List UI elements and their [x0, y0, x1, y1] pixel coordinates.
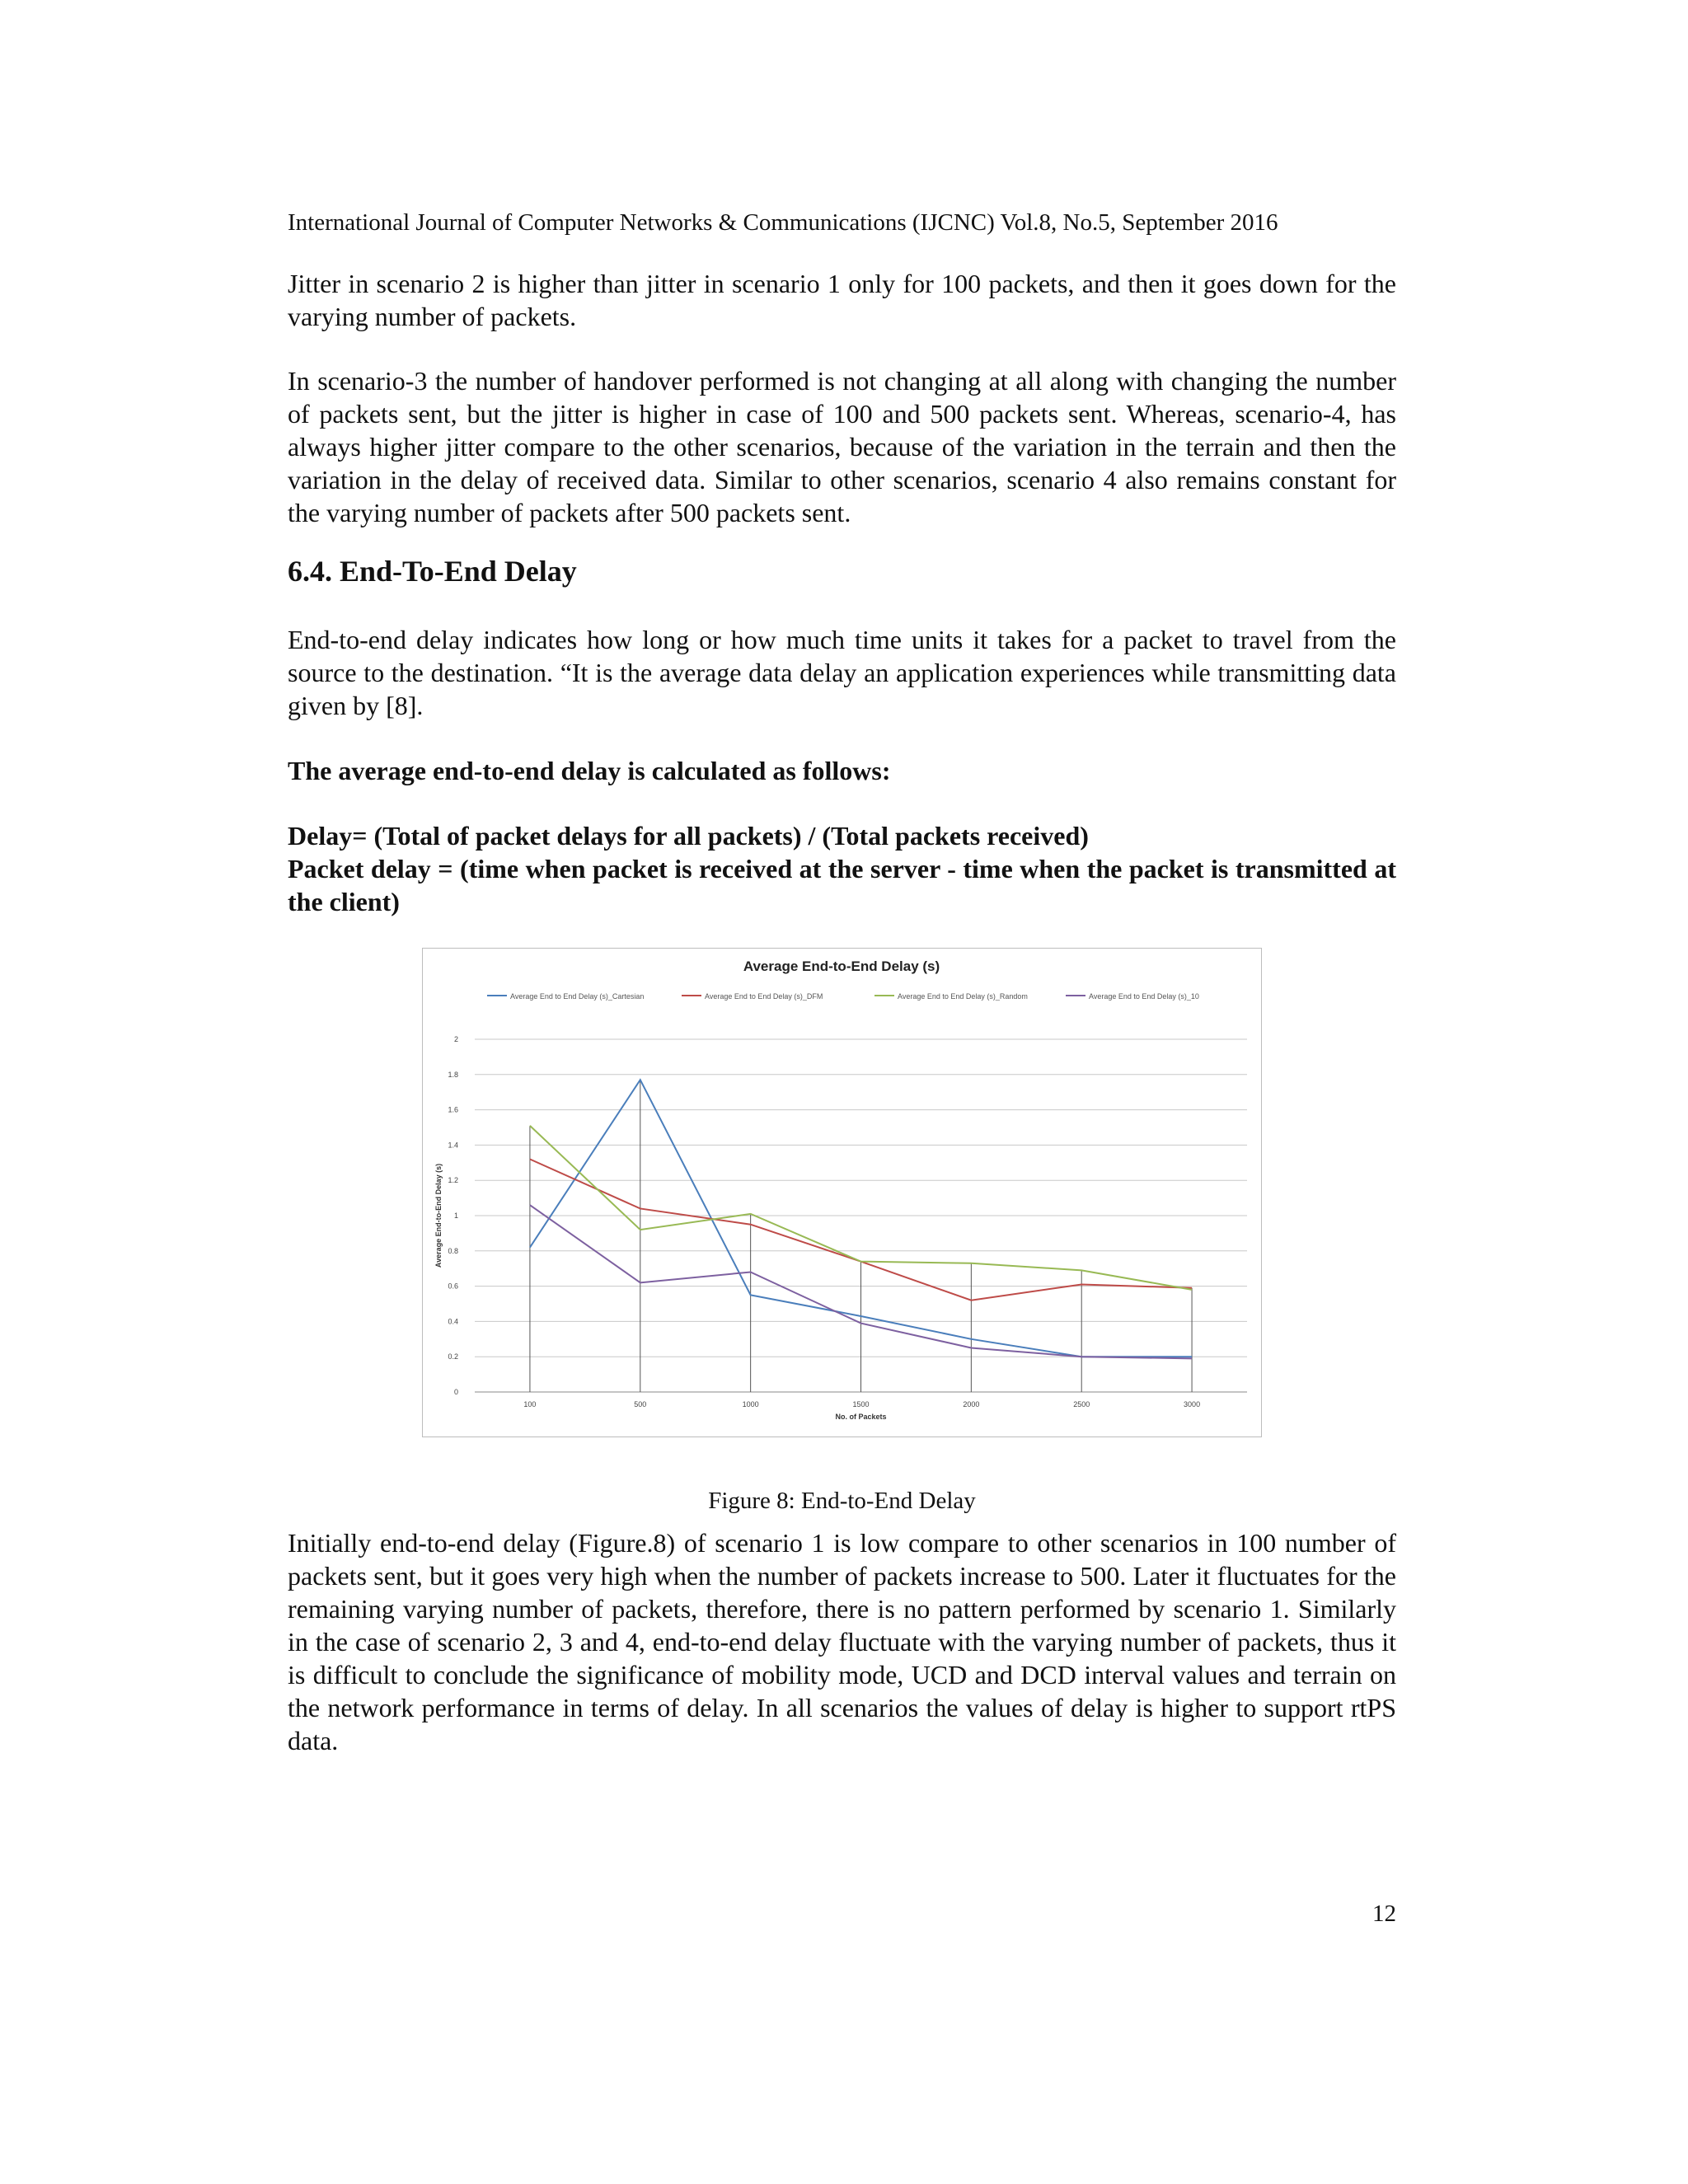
x-tick-label-2: 1000 [742, 1400, 759, 1408]
paragraph-delay-analysis: Initially end-to-end delay (Figure.8) of scenario 1 is low compare to other scenarios in 100 number of packets sent, but it goes very high when the number of packets increase to 500. Later it fluctuates for the remaining varying number of packets, therefore, there is no pattern performed by scenario 1. Similarly in the case of scenario 2, 3 and 4, end-to-end delay fluctuate with the varying number of packets, thus it is difficult to conclude the significance of mobility mode, UCD and DCD interval values and terrain on the network performance in terms of delay. In all scenarios the values of delay is higher to support rtPS data. [288, 1528, 1396, 1755]
y-tick-label-8: 1.6 [448, 1105, 458, 1114]
x-tick-label-5: 2500 [1073, 1400, 1090, 1408]
y-tick-label-10: 2 [453, 1035, 458, 1043]
x-axis-label: No. of Packets [835, 1413, 887, 1421]
journal-header: International Journal of Computer Networks & Communications (IJCNC) Vol.8, No.5, September 2016 [288, 209, 1278, 236]
y-tick-label-9: 1.8 [448, 1070, 458, 1079]
y-tick-label-2: 0.4 [448, 1317, 458, 1326]
legend-label-1: Average End to End Delay (s)_DFM [705, 992, 823, 1001]
y-tick-label-7: 1.4 [448, 1141, 458, 1150]
legend-label-0: Average End to End Delay (s)_Cartesian [510, 992, 645, 1001]
y-tick-label-6: 1.2 [448, 1176, 458, 1185]
chart-svg [423, 949, 1261, 1436]
x-tick-label-6: 3000 [1184, 1400, 1201, 1408]
y-tick-label-1: 0.2 [448, 1352, 458, 1361]
y-tick-label-0: 0 [453, 1388, 458, 1396]
delay-formula: Delay= (Total of packet delays for all packets) / (Total packets received) [288, 821, 1089, 851]
section-title: 6.4. End-To-End Delay [288, 555, 577, 588]
y-axis-label: Average End-to-End Delay (s) [434, 1163, 443, 1268]
legend-label-2: Average End to End Delay (s)_Random [898, 992, 1028, 1001]
paragraph-jitter-scenario-2: Jitter in scenario 2 is higher than jitter in scenario 1 only for 100 packets, and then it goes down for the varying number of packets. [288, 269, 1396, 331]
x-tick-label-0: 100 [523, 1400, 537, 1408]
legend-label-3: Average End to End Delay (s)_10 [1089, 992, 1199, 1001]
figure-caption: Figure 8: End-to-End Delay [708, 1488, 976, 1514]
calculation-heading: The average end-to-end delay is calculated as follows: [288, 756, 891, 785]
paragraph-jitter-scenario-3-4: In scenario-3 the number of handover performed is not changing at all along with changing the number of packets sent, but the jitter is higher in case of 100 and 500 packets sent. Whereas, scenario-4, has always higher jitter compare to the other scenarios, because of the variation in the terrain and then the variation in the delay of received data. Similar to other scenarios, scenario 4 also remains constant for the varying number of packets after 500 packets sent. [288, 366, 1396, 527]
page-number: 12 [1372, 1900, 1396, 1927]
packet-delay-formula: Packet delay = (time when packet is received at the server - time when the packet is transmitted at the client) [288, 854, 1396, 916]
paragraph-delay-definition: End-to-end delay indicates how long or how much time units it takes for a packet to travel from the source to the destination. “It is the average data delay an application experiences while transmitting data given by [8]. [288, 625, 1396, 720]
x-tick-label-4: 2000 [963, 1400, 980, 1408]
chart-title: Average End-to-End Delay (s) [743, 958, 940, 974]
y-tick-label-4: 0.8 [448, 1246, 458, 1255]
end-to-end-delay-chart [422, 948, 1262, 1437]
y-tick-label-5: 1 [453, 1212, 458, 1220]
x-tick-label-3: 1500 [852, 1400, 870, 1408]
x-tick-label-1: 500 [634, 1400, 647, 1408]
y-tick-label-3: 0.6 [448, 1282, 458, 1291]
